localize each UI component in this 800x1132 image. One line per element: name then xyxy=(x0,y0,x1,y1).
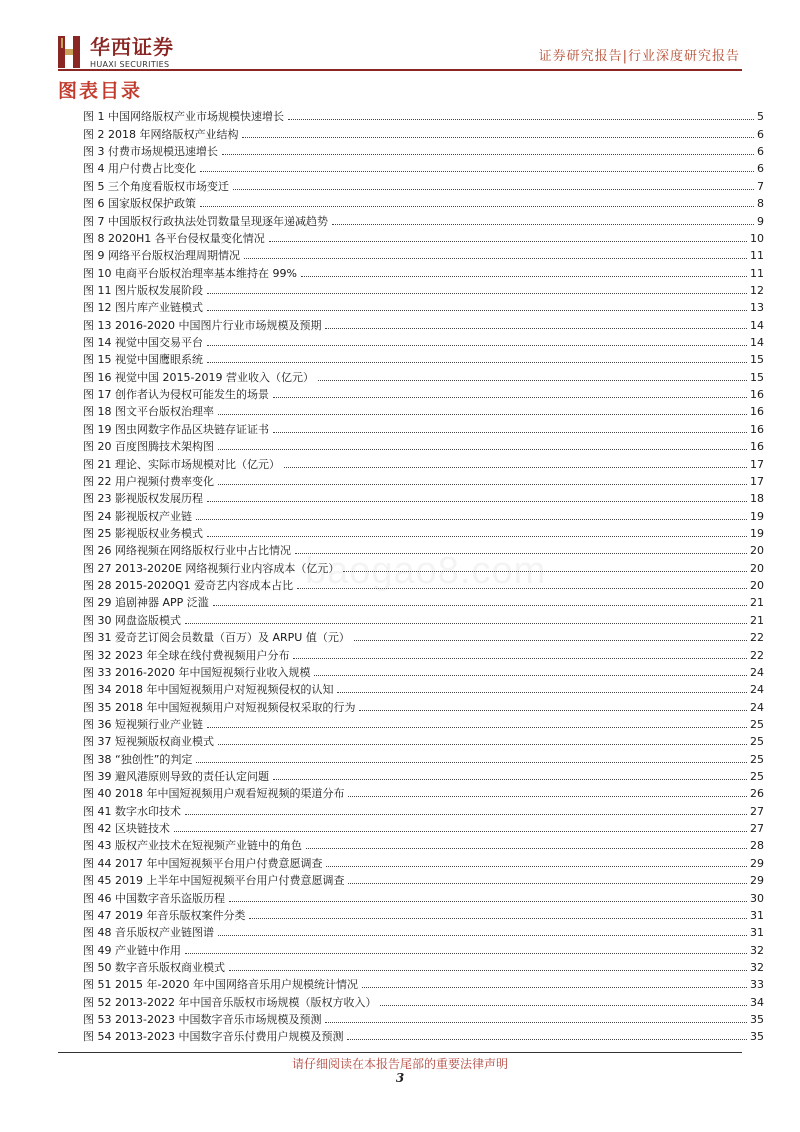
toc-entry[interactable] xyxy=(83,505,764,522)
toc-entry[interactable] xyxy=(83,609,764,626)
toc-entry[interactable] xyxy=(83,123,764,140)
toc-dot-leader xyxy=(207,344,747,346)
toc-dot-leader xyxy=(207,309,747,311)
toc-entry-page: 24 xyxy=(750,665,764,679)
toc-entry-page: 25 xyxy=(750,752,764,766)
toc-entry-label: 图 19 图虫网数字作品区块链存证证书 xyxy=(83,422,269,436)
toc-dot-leader xyxy=(229,900,747,902)
toc-dot-leader xyxy=(244,257,747,259)
toc-entry-label: 图 5 三个角度看版权市场变迁 xyxy=(83,179,229,193)
toc-entry-page: 14 xyxy=(750,336,764,350)
toc-entry[interactable] xyxy=(83,436,764,453)
toc-entry-page: 31 xyxy=(750,926,764,940)
toc-entry-page: 27 xyxy=(750,822,764,836)
toc-entry[interactable] xyxy=(83,939,764,956)
toc-entry-label: 图 6 国家版权保护政策 xyxy=(83,197,196,211)
toc-entry[interactable] xyxy=(83,957,764,974)
toc-entry-page: 15 xyxy=(750,370,764,384)
toc-dot-leader xyxy=(347,1038,747,1040)
toc-entry-page: 8 xyxy=(757,197,764,211)
toc-entry-page: 34 xyxy=(750,995,764,1009)
toc-entry-label: 图 25 影视版权业务模式 xyxy=(83,526,203,540)
toc-entry-label: 图 28 2015-2020Q1 爱奇艺内容成本占比 xyxy=(83,579,294,593)
report-type: 证券研究报告|行业深度研究报告 xyxy=(538,49,740,64)
toc-dot-leader xyxy=(200,170,754,172)
toc-entry-label: 图 27 2013-2020E 网络视频行业内容成本（亿元） xyxy=(83,561,340,575)
toc-entry-label: 图 16 视觉中国 2015-2019 营业收入（亿元） xyxy=(83,370,314,384)
toc-dot-leader xyxy=(359,709,747,711)
toc-entry[interactable] xyxy=(83,366,764,383)
toc-dot-leader xyxy=(218,743,747,745)
toc-dot-leader xyxy=(233,188,754,190)
toc-entry[interactable] xyxy=(83,158,764,175)
toc-entry-page: 7 xyxy=(757,179,764,193)
toc-title: 图表目录 xyxy=(58,80,143,102)
toc-dot-leader xyxy=(207,361,747,363)
toc-entry-label: 图 15 视觉中国鹰眼系统 xyxy=(83,353,203,367)
toc-dot-leader xyxy=(218,413,747,415)
toc-entry-label: 图 10 电商平台版权治理率基本维持在 99% xyxy=(83,266,297,280)
toc-entry-page: 24 xyxy=(750,683,764,697)
toc-dot-leader xyxy=(318,379,747,381)
toc-entry[interactable] xyxy=(83,696,764,713)
legal-notice: 请仔细阅读在本报告尾部的重要法律声明 xyxy=(291,1057,508,1071)
toc-entry[interactable] xyxy=(83,297,764,314)
toc-entry[interactable] xyxy=(83,835,764,852)
toc-entry-label: 图 30 网盘盗版模式 xyxy=(83,613,181,627)
toc-entry-page: 19 xyxy=(750,509,764,523)
toc-entry-label: 图 38 “独创性”的判定 xyxy=(83,752,193,766)
toc-entry-label: 图 3 付费市场规模迅速增长 xyxy=(83,145,218,159)
toc-entry-page: 29 xyxy=(750,874,764,888)
toc-entry-page: 5 xyxy=(757,110,764,124)
toc-entry-page: 26 xyxy=(750,787,764,801)
toc-entry-label: 图 34 2018 年中国短视频用户对短视频侵权的认知 xyxy=(83,683,334,697)
toc-entry-page: 20 xyxy=(750,561,764,575)
toc-dot-leader xyxy=(269,240,747,242)
toc-entry[interactable] xyxy=(83,141,764,158)
toc-entry[interactable] xyxy=(83,332,764,349)
toc-dot-leader xyxy=(196,761,747,763)
toc-entry[interactable] xyxy=(83,627,764,644)
brand-name-cn: 华西证券 xyxy=(90,35,174,59)
toc-entry-label: 图 51 2015 年-2020 年中国网络音乐用户规模统计情况 xyxy=(83,978,358,992)
toc-entry-label: 图 4 用户付费占比变化 xyxy=(83,162,196,176)
toc-dot-leader xyxy=(229,969,747,971)
toc-entry-label: 图 26 网络视频在网络版权行业中占比情况 xyxy=(83,544,291,558)
toc-entry-label: 图 37 短视频版权商业模式 xyxy=(83,735,214,749)
toc-dot-leader xyxy=(273,778,747,780)
toc-entry[interactable] xyxy=(83,384,764,401)
toc-entry-label: 图 32 2023 年全球在线付费视频用户分布 xyxy=(83,648,290,662)
toc-entry-label: 图 8 2020H1 各平台侵权量变化情况 xyxy=(83,231,265,245)
toc-entry[interactable] xyxy=(83,887,764,904)
toc-entry[interactable] xyxy=(83,349,764,366)
toc-entry-label: 图 44 2017 年中国短视频平台用户付费意愿调查 xyxy=(83,856,323,870)
huaxi-logo-icon xyxy=(58,36,80,68)
toc-entry-page: 22 xyxy=(750,648,764,662)
toc-entry-label: 图 40 2018 年中国短视频用户观看短视频的渠道分布 xyxy=(83,787,345,801)
toc-entry-page: 22 xyxy=(750,631,764,645)
toc-entry-label: 图 47 2019 年音乐版权案件分类 xyxy=(83,908,246,922)
toc-entry-page: 30 xyxy=(750,891,764,905)
toc-entry-page: 16 xyxy=(750,422,764,436)
toc-entry[interactable] xyxy=(83,662,764,679)
toc-entry-page: 17 xyxy=(750,457,764,471)
toc-entry[interactable] xyxy=(83,1026,764,1043)
toc-dot-leader xyxy=(213,604,747,606)
toc-entry-label: 图 13 2016-2020 中国图片行业市场规模及预期 xyxy=(83,318,322,332)
toc-entry-page: 19 xyxy=(750,526,764,540)
toc-dot-leader xyxy=(348,882,747,884)
toc-entry[interactable] xyxy=(83,818,764,835)
toc-entry[interactable] xyxy=(83,106,764,123)
toc-entry[interactable] xyxy=(83,800,764,817)
toc-dot-leader xyxy=(174,830,747,832)
toc-entry-label: 图 31 爱奇艺订阅会员数量（百万）及 ARPU 值（元） xyxy=(83,631,350,645)
toc-dot-leader xyxy=(207,726,747,728)
toc-entry-page: 12 xyxy=(750,283,764,297)
toc-entry[interactable] xyxy=(83,193,764,210)
toc-dot-leader xyxy=(185,622,747,624)
toc-dot-leader xyxy=(207,535,747,537)
toc-entry-label: 图 42 区块链技术 xyxy=(83,822,170,836)
toc-dot-leader xyxy=(325,1021,747,1023)
toc-entry[interactable] xyxy=(83,471,764,488)
toc-dot-leader xyxy=(207,500,747,502)
toc-entry-label: 图 49 产业链中作用 xyxy=(83,943,181,957)
toc-entry[interactable] xyxy=(83,418,764,435)
toc-entry-page: 21 xyxy=(750,613,764,627)
toc-dot-leader xyxy=(222,153,754,155)
toc-entry[interactable] xyxy=(83,991,764,1008)
toc-entry-label: 图 23 影视版权发展历程 xyxy=(83,492,203,506)
toc-entry-page: 32 xyxy=(750,943,764,957)
toc-entry[interactable] xyxy=(83,974,764,991)
toc-entry-label: 图 11 图片版权发展阶段 xyxy=(83,283,203,297)
watermark: baogao8.com xyxy=(305,550,547,592)
toc-dot-leader xyxy=(218,483,747,485)
toc-entry-label: 图 21 理论、实际市场规模对比（亿元） xyxy=(83,457,280,471)
page-number: 3 xyxy=(395,1071,405,1085)
toc-entry[interactable] xyxy=(83,1009,764,1026)
toc-entry[interactable] xyxy=(83,644,764,661)
toc-entry-label: 图 18 图文平台版权治理率 xyxy=(83,405,214,419)
toc-entry-label: 图 50 数字音乐版权商业模式 xyxy=(83,960,225,974)
brand-name-en: HUAXI SECURITIES xyxy=(90,60,170,69)
toc-dot-leader xyxy=(293,657,747,659)
toc-dot-leader xyxy=(284,466,747,468)
toc-entry-label: 图 45 2019 上半年中国短视频平台用户付费意愿调查 xyxy=(83,874,345,888)
toc-entry-label: 图 14 视觉中国交易平台 xyxy=(83,336,203,350)
toc-entry[interactable] xyxy=(83,262,764,279)
toc-entry-page: 15 xyxy=(750,353,764,367)
toc-entry-page: 9 xyxy=(757,214,764,228)
toc-entry[interactable] xyxy=(83,314,764,331)
toc-entry[interactable] xyxy=(83,245,764,262)
toc-entry-label: 图 24 影视版权产业链 xyxy=(83,509,192,523)
toc-entry-page: 28 xyxy=(750,839,764,853)
toc-dot-leader xyxy=(207,292,747,294)
toc-dot-leader xyxy=(185,952,747,954)
toc-entry-page: 18 xyxy=(750,492,764,506)
toc-dot-leader xyxy=(273,396,747,398)
toc-dot-leader xyxy=(288,118,754,120)
toc-entry-label: 图 43 版权产业技术在短视频产业链中的角色 xyxy=(83,839,302,853)
toc-entry[interactable] xyxy=(83,679,764,696)
toc-entry-label: 图 22 用户视频付费率变化 xyxy=(83,474,214,488)
toc-entry[interactable] xyxy=(83,731,764,748)
toc-entry-page: 11 xyxy=(750,249,764,263)
toc-dot-leader xyxy=(314,674,747,676)
toc-entry[interactable] xyxy=(83,280,764,297)
toc-entry-page: 31 xyxy=(750,908,764,922)
toc-entry[interactable] xyxy=(83,852,764,869)
toc-entry-label: 图 35 2018 年中国短视频用户对短视频侵权采取的行为 xyxy=(83,700,356,714)
toc-dot-leader xyxy=(200,205,754,207)
toc-entry-page: 25 xyxy=(750,717,764,731)
toc-entry-page: 24 xyxy=(750,700,764,714)
toc-entry-label: 图 17 创作者认为侵权可能发生的场景 xyxy=(83,388,269,402)
toc-entry[interactable] xyxy=(83,783,764,800)
toc-entry-page: 29 xyxy=(750,856,764,870)
toc-entry[interactable] xyxy=(83,766,764,783)
toc-entry-page: 11 xyxy=(750,266,764,280)
toc-entry[interactable] xyxy=(83,488,764,505)
toc-entry-label: 图 52 2013-2022 年中国音乐版权市场规模（版权方收入） xyxy=(83,995,377,1009)
toc-entry[interactable] xyxy=(83,523,764,540)
toc-dot-leader xyxy=(362,986,747,988)
toc-dot-leader xyxy=(380,1004,747,1006)
toc-entry[interactable] xyxy=(83,870,764,887)
toc-entry-label: 图 9 网络平台版权治理周期情况 xyxy=(83,249,240,263)
toc-entry-label: 图 2 2018 年网络版权产业结构 xyxy=(83,127,239,141)
toc-entry-label: 图 20 百度图腾技术架构图 xyxy=(83,440,214,454)
toc-dot-leader xyxy=(218,448,747,450)
toc-dot-leader xyxy=(354,639,747,641)
toc-dot-leader xyxy=(185,813,747,815)
toc-entry-label: 图 41 数字水印技术 xyxy=(83,804,181,818)
toc-entry-page: 10 xyxy=(750,231,764,245)
toc-entry-label: 图 46 中国数字音乐盗版历程 xyxy=(83,891,225,905)
toc-entry-page: 16 xyxy=(750,388,764,402)
toc-entry-page: 21 xyxy=(750,596,764,610)
toc-entry-label: 图 48 音乐版权产业链图谱 xyxy=(83,926,214,940)
footer-divider xyxy=(58,1052,742,1053)
toc-entry-page: 17 xyxy=(750,474,764,488)
toc-dot-leader xyxy=(249,917,747,919)
toc-entry[interactable] xyxy=(83,748,764,765)
toc-entry[interactable] xyxy=(83,453,764,470)
toc-dot-leader xyxy=(348,795,747,797)
toc-entry-label: 图 12 图片库产业链模式 xyxy=(83,301,203,315)
toc-entry-page: 25 xyxy=(750,735,764,749)
toc-entry-page: 6 xyxy=(757,162,764,176)
toc-entry-label: 图 29 追剧神器 APP 泛滥 xyxy=(83,596,209,610)
toc-entry-page: 32 xyxy=(750,960,764,974)
toc-entry[interactable] xyxy=(83,210,764,227)
toc-entry-page: 20 xyxy=(750,579,764,593)
page-header xyxy=(0,0,800,75)
header-divider xyxy=(58,69,742,71)
toc-entry-page: 6 xyxy=(757,127,764,141)
toc-entry-page: 33 xyxy=(750,978,764,992)
toc-entry-label: 图 53 2013-2023 中国数字音乐市场规模及预测 xyxy=(83,1013,322,1027)
toc-entry[interactable] xyxy=(83,922,764,939)
toc-dot-leader xyxy=(218,934,747,936)
toc-dot-leader xyxy=(337,691,747,693)
toc-entry-label: 图 36 短视频行业产业链 xyxy=(83,717,203,731)
toc-entry[interactable] xyxy=(83,401,764,418)
toc-entry-page: 35 xyxy=(750,1030,764,1044)
toc-entry[interactable] xyxy=(83,714,764,731)
toc-entry-label: 图 54 2013-2023 中国数字音乐付费用户规模及预测 xyxy=(83,1030,344,1044)
toc-entry-label: 图 1 中国网络版权产业市场规模快速增长 xyxy=(83,110,284,124)
toc-dot-leader xyxy=(306,847,747,849)
toc-dot-leader xyxy=(326,865,747,867)
toc-entry-page: 14 xyxy=(750,318,764,332)
toc-entry-label: 图 7 中国版权行政执法处罚数量呈现逐年递减趋势 xyxy=(83,214,328,228)
toc-dot-leader xyxy=(325,327,747,329)
toc-entry[interactable] xyxy=(83,175,764,192)
toc-entry-page: 35 xyxy=(750,1013,764,1027)
toc-entry[interactable] xyxy=(83,905,764,922)
toc-dot-leader xyxy=(301,275,747,277)
toc-entry-page: 25 xyxy=(750,770,764,784)
toc-entry-page: 16 xyxy=(750,405,764,419)
toc-entry-label: 图 33 2016-2020 年中国短视频行业收入规模 xyxy=(83,665,311,679)
toc-entry-page: 20 xyxy=(750,544,764,558)
toc-entry-page: 27 xyxy=(750,804,764,818)
toc-entry-page: 16 xyxy=(750,440,764,454)
toc-entry[interactable] xyxy=(83,228,764,245)
toc-dot-leader xyxy=(273,431,747,433)
toc-dot-leader xyxy=(196,518,747,520)
toc-dot-leader xyxy=(242,136,754,138)
toc-entry-page: 6 xyxy=(757,145,764,159)
toc-entry-page: 13 xyxy=(750,301,764,315)
toc-dot-leader xyxy=(332,223,754,225)
toc-entry-label: 图 39 避风港原则导致的责任认定问题 xyxy=(83,770,269,784)
toc-entry[interactable] xyxy=(83,592,764,609)
